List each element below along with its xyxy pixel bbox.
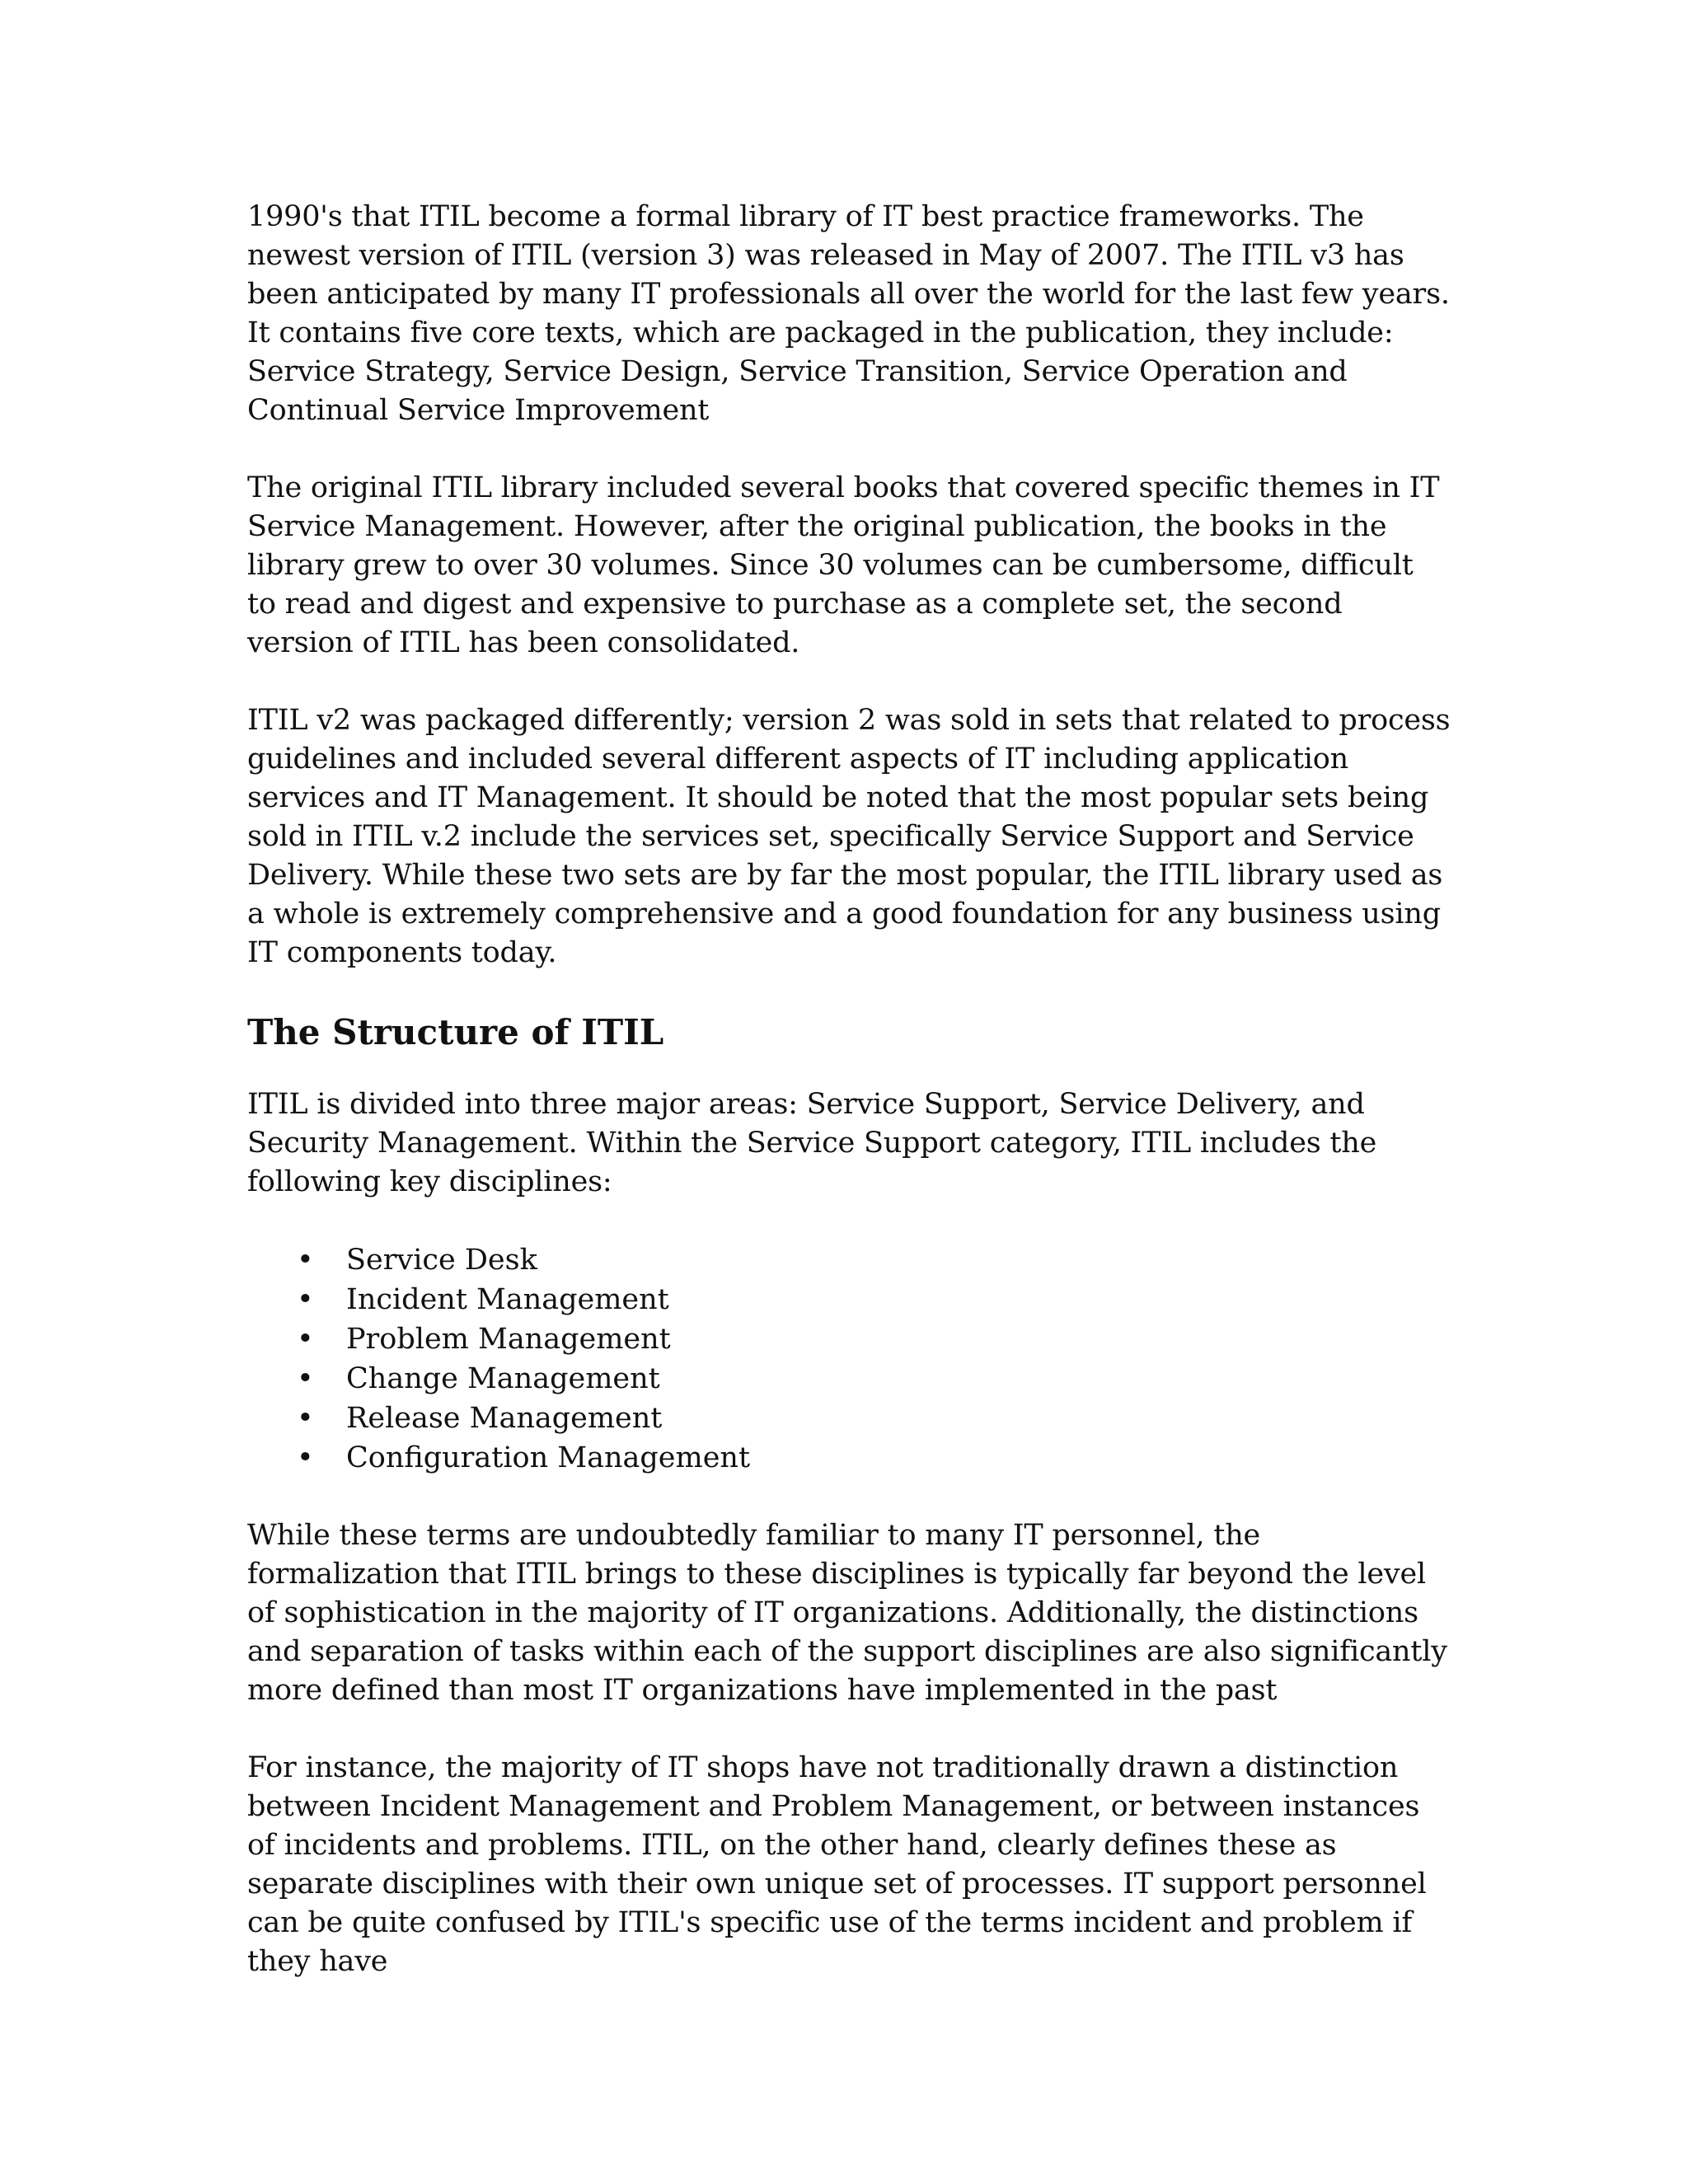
bullet-icon: • (297, 1244, 314, 1277)
list-item (247, 1240, 1451, 1280)
paragraph-formalization: While these terms are undoubtedly familiar to many IT personnel, the formalization that ITIL brings to these disciplines is typically far beyond the level of sophistication in the majority of IT organizations. Additionally, the distinctions and separation of tasks within each of the support disciplines are also significantly more defined than most IT organizations have implemented in the past (247, 1519, 1447, 1707)
bullet-icon: • (297, 1362, 314, 1395)
section-heading: The Structure of ITIL (247, 1012, 664, 1052)
list-item-label: Configuration Management (346, 1441, 751, 1474)
list-item (247, 1319, 1451, 1359)
list-item-label: Change Management (346, 1362, 660, 1395)
list-item (247, 1399, 1451, 1438)
document-body (247, 198, 1451, 2020)
bullet-icon: • (297, 1283, 314, 1316)
bullet-icon: • (297, 1402, 314, 1435)
list-item (247, 1359, 1451, 1399)
list-item (247, 1280, 1451, 1319)
list-item-label: Release Management (346, 1402, 663, 1435)
list-item-label: Incident Management (346, 1283, 669, 1316)
list-item (247, 1438, 1451, 1478)
paragraph-itil-v2: ITIL v2 was packaged differently; version 2 was sold in sets that related to process guidelines and included several different aspects of IT including application services and IT Management. It should be noted that the most popular sets being sold in ITIL v.2 include the services set, specifically Service Support and Service Delivery. While these two sets are by far the most popular, the ITIL library used as a whole is extremely comprehensive and a good foundation for any business using IT components today. (247, 704, 1451, 969)
service-support-disciplines-list (247, 1240, 1451, 1478)
paragraph-incident-vs-problem: For instance, the majority of IT shops have not traditionally drawn a distinction between Incident Management and Problem Management, or between instances of incidents and problems. ITIL, on the other hand, clearly defines these as separate disciplines with their own unique set of processes. IT support personnel can be quite confused by ITIL's specific use of the terms incident and problem if they have (247, 1751, 1427, 1978)
paragraph-structure-intro: ITIL is divided into three major areas: Service Support, Service Delivery, and Security Management. Within the Service Support category, ITIL includes the following key disciplines: (247, 1088, 1377, 1198)
bullet-icon: • (297, 1323, 314, 1356)
bullet-icon: • (297, 1441, 314, 1474)
paragraph-itil-history: 1990's that ITIL become a formal library of IT best practice frameworks. The newest version of ITIL (version 3) was released in May of 2007. The ITIL v3 has been anticipated by many IT professionals all over the world for the last few years. It contains five core texts, which are packaged in the publication, they include: Service Strategy, Service Design, Service Transition, Service Operation and Continual Service Improvement (247, 200, 1450, 427)
list-item-label: Service Desk (346, 1244, 537, 1277)
paragraph-original-library: The original ITIL library included several books that covered specific themes in IT Service Management. However, after the original publication, the books in the library grew to over 30 volumes. Since 30 volumes can be cumbersome, difficult to read and digest and expensive to purchase as a complete set, the second version of ITIL has been consolidated. (247, 471, 1440, 659)
list-item-label: Problem Management (346, 1323, 671, 1356)
